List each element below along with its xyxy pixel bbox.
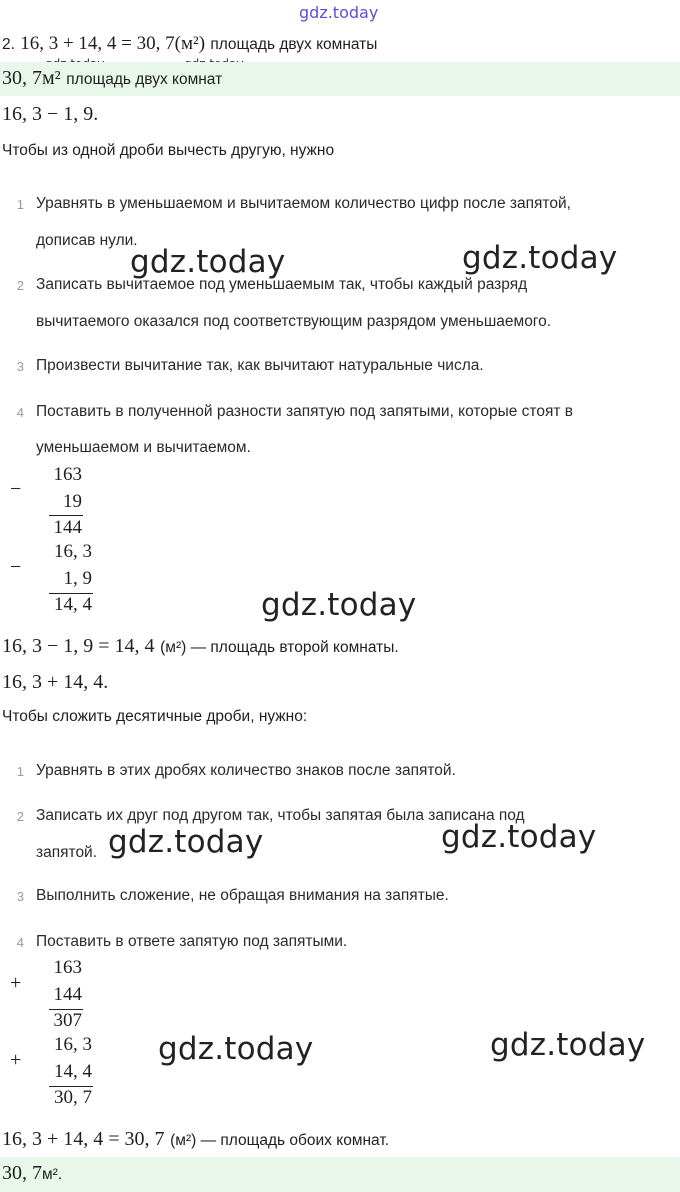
column-operand: 16, 3: [54, 541, 92, 562]
addition-intro: Чтобы сложить десятичные дроби, нужно:: [2, 708, 308, 725]
addition-expression: 16, 3 + 14, 4.: [2, 671, 109, 693]
final-answer: [2, 1162, 62, 1185]
step-number: 3: [16, 889, 24, 904]
column-operand: 1, 9: [63, 568, 92, 589]
answer-highlight: [0, 1157, 680, 1192]
problem-line: [2, 33, 377, 55]
step-text: Поставить в ответе запятую под запятыми.: [36, 933, 348, 950]
column-operator: −: [10, 556, 22, 578]
column-result: 307: [53, 1010, 82, 1031]
column-operator: +: [10, 1049, 22, 1071]
problem-equation: 16, 3 + 14, 4 = 30, 7(м²): [20, 33, 206, 54]
subtraction-intro: Чтобы из одной дроби вычесть другую, нужно: [2, 142, 335, 159]
watermark: gdz.today: [108, 824, 264, 860]
result-text: (м²) — площадь обоих комнат.: [170, 1132, 390, 1149]
step-number: 4: [16, 405, 24, 420]
answer-line: [2, 67, 222, 90]
column-operand: 16, 3: [54, 1034, 92, 1055]
step-text: дописав нули.: [36, 232, 138, 249]
column-operand: 14, 4: [54, 1061, 92, 1082]
watermark: gdz.today: [490, 1027, 646, 1063]
step-text: запятой.: [36, 844, 98, 861]
answer-text: площадь двух комнат: [66, 71, 223, 88]
result-equation: 16, 3 + 14, 4 = 30, 7: [2, 1128, 165, 1150]
step-text: Поставить в полученной разности запятую под запятыми, которые стоят в: [36, 403, 573, 420]
answer-value: 30, 7м²: [2, 67, 61, 89]
watermark: gdz.today: [158, 1031, 314, 1067]
column-operand: 19: [63, 491, 82, 512]
column-result: 30, 7: [54, 1087, 92, 1108]
step-number: 4: [16, 935, 24, 950]
watermark: gdz.today: [261, 587, 417, 623]
addition-result: [2, 1128, 389, 1151]
step-text: Выполнить сложение, не обращая внимания на запятые.: [36, 887, 449, 904]
step-number: 1: [16, 197, 24, 212]
step-text: Записать вычитаемое под уменьшаемым так, чтобы каждый разряд: [36, 276, 528, 293]
column-operator: +: [10, 972, 22, 994]
step-number: 2: [16, 278, 24, 293]
watermark-top: gdz.today: [299, 3, 379, 22]
column-result: 14, 4: [54, 594, 92, 615]
watermark: gdz.today: [441, 819, 597, 855]
problem-number: 2.: [2, 36, 15, 53]
step-text: Уравнять в уменьшаемом и вычитаемом количество цифр после запятой,: [36, 195, 571, 212]
step-number: 2: [16, 809, 24, 824]
step-text: Записать их друг под другом так, чтобы запятая была записана под: [36, 807, 525, 824]
watermark: gdz.today: [130, 244, 286, 280]
step-text: вычитаемого оказался под соответствующим разрядом уменьшаемого.: [36, 313, 552, 330]
final-answer-unit: м².: [42, 1166, 63, 1183]
subtraction-expression: 16, 3 − 1, 9.: [2, 103, 99, 125]
result-equation: 16, 3 − 1, 9 = 14, 4: [2, 635, 155, 657]
column-operator: −: [10, 478, 22, 500]
step-number: 1: [16, 764, 24, 779]
step-text: Произвести вычитание так, как вычитают натуральные числа.: [36, 357, 484, 374]
subtraction-result: [2, 635, 399, 658]
final-answer-value: 30, 7: [2, 1162, 42, 1184]
column-operand: 163: [53, 957, 82, 978]
problem-description: площадь двух комнаты: [210, 36, 378, 53]
watermark: gdz.today: [462, 240, 618, 276]
column-operand: 163: [53, 464, 82, 485]
column-result: 144: [53, 517, 82, 538]
step-text: Уравнять в этих дробях количество знаков после запятой.: [36, 762, 456, 779]
result-text: (м²) — площадь второй комнаты.: [160, 639, 399, 656]
step-text: уменьшаемом и вычитаемом.: [36, 439, 251, 456]
column-operand: 144: [53, 984, 82, 1005]
step-number: 3: [16, 359, 24, 374]
